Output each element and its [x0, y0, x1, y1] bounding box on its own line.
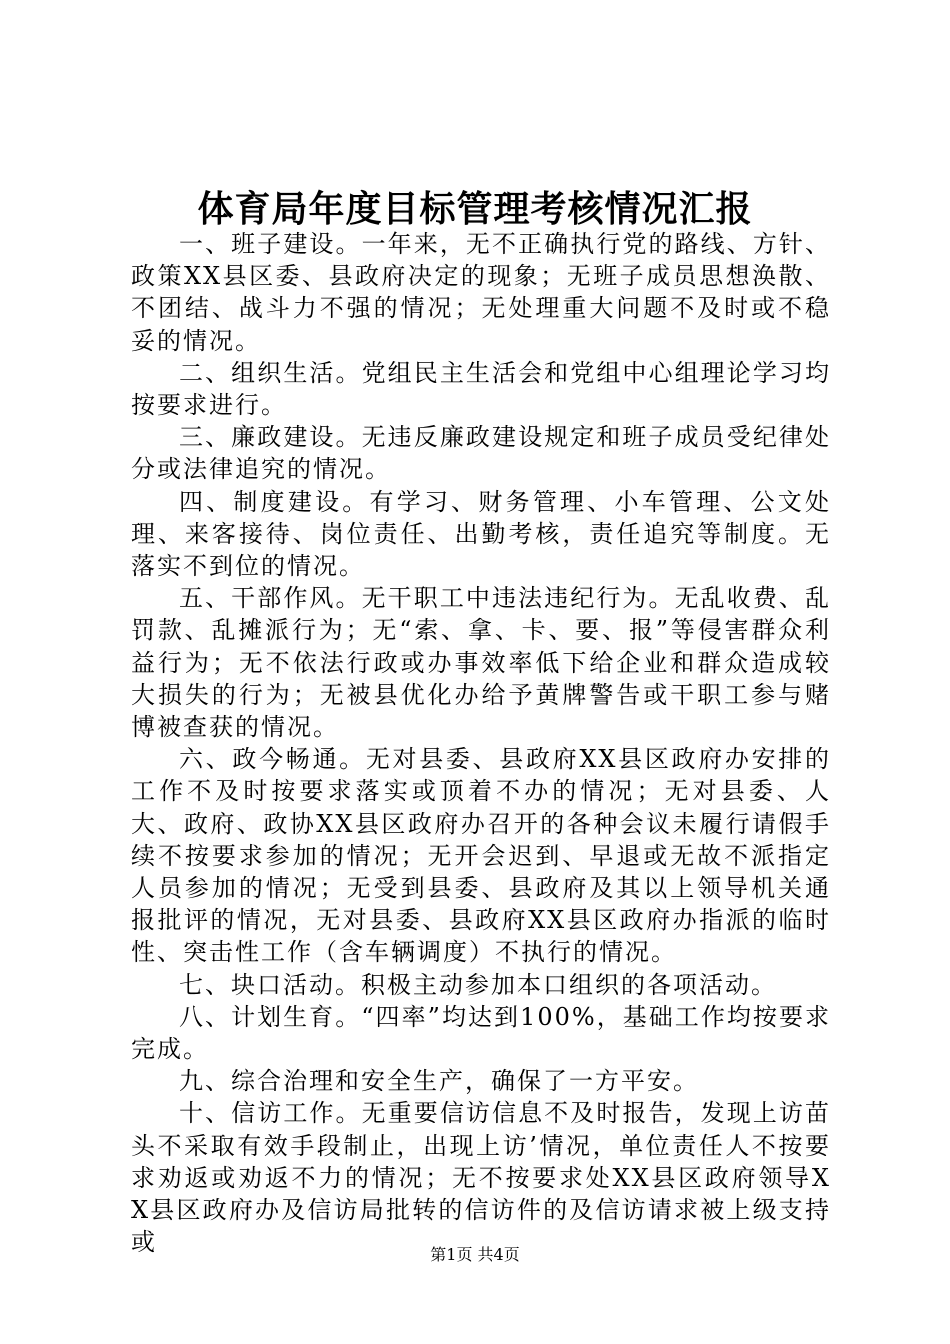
paragraph-8: 八、计划生育。“四率”均达到100%，基础工作均按要求完成。: [131, 1002, 831, 1064]
paragraph-1: 一、班子建设。一年来，无不正确执行党的路线、方针、政策XX县区委、县政府决定的现象；无班子成员思想涣散、不团结、战斗力不强的情况；无处理重大问题不及时或不稳妥的情况。: [131, 230, 831, 355]
document-body: [131, 228, 831, 1259]
paragraph-5: 五、干部作风。无干职工中违法违纪行为。无乱收费、乱罚款、乱摊派行为；无“索、拿、卡、要、报”等侵害群众利益行为；无不依法行政或办事效率低下给企业和群众造成较大损失的行为；无被县优化办给予黄牌警告或干职工参与赌博被查获的情况。: [131, 584, 831, 742]
paragraph-9: 九、综合治理和安全生产，确保了一方平安。: [179, 1067, 699, 1096]
paragraph-7: 七、块口活动。积极主动参加本口组织的各项活动。: [179, 970, 777, 999]
paragraph-4: 四、制度建设。有学习、财务管理、小车管理、公文处理、来客接待、岗位责任、出勤考核，责任追究等制度。无落实不到位的情况。: [131, 487, 831, 581]
paragraph-2: 二、组织生活。党组民主生活会和党组中心组理论学习均按要求进行。: [131, 358, 831, 420]
paragraph-10: 十、信访工作。无重要信访信息不及时报告，发现上访苗头不采取有效手段制止，出现上访’情况，单位责任人不按要求劝返或劝返不力的情况；无不按要求处XX县区政府领导XX县区政府办及信访局批转的信访件的及信访请求被上级支持或: [131, 1099, 831, 1257]
page-footer: 第1页 共4页: [430, 1245, 520, 1264]
paragraph-3: 三、廉政建设。无违反廉政建设规定和班子成员受纪律处分或法律追究的情况。: [131, 423, 831, 484]
paragraph-6: 六、政今畅通。无对县委、县政府XX县区政府办安排的工作不及时按要求落实或顶着不办的情况；无对县委、人大、政府、政协XX县区政府办召开的各种会议未履行请假手续不按要求参加的情况；无开会迟到、早退或无故不派指定人员参加的情况；无受到县委、县政府及其以上领导机关通报批评的情况，无对县委、县政府XX县区政府办指派的临时性、突击性工作（含车辆调度）不执行的情况。: [131, 745, 831, 967]
document-title: 体育局年度目标管理考核情况汇报: [197, 188, 753, 230]
